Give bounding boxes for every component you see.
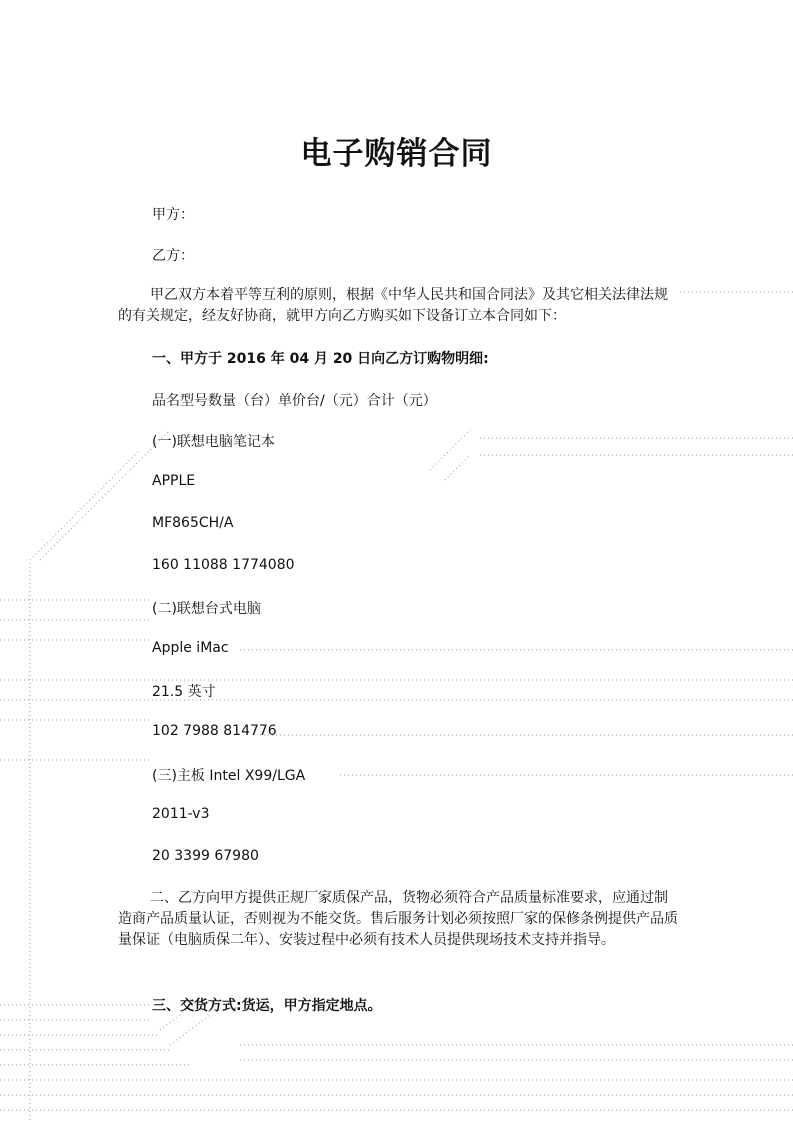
section2-paragraph: 二、乙方向甲方提供正规厂家质保产品，货物必须符合产品质量标准要求，应通过制造商产品质量认证，否则视为不能交货。售后服务计划必须按照厂家的保修条例提供产品质量保证（电脑质保二年）、安装过程中必须有技术人员提供现场技术支持并指导。 bbox=[118, 890, 678, 948]
item1-model: MF865CH/A bbox=[152, 515, 234, 531]
item1-values: 160 11088 1774080 bbox=[152, 557, 295, 573]
item3-socket: 2011-v3 bbox=[152, 806, 210, 822]
item2-values: 102 7988 814776 bbox=[152, 723, 277, 739]
item2-size: 21.5 英寸 bbox=[152, 684, 216, 700]
item2-title: (二)联想台式电脑 bbox=[152, 601, 261, 617]
party-a-label: 甲方： bbox=[152, 207, 194, 223]
item3-values: 20 3399 67980 bbox=[152, 848, 259, 864]
item1-title: (一)联想电脑笔记本 bbox=[152, 434, 275, 450]
document-title: 电子购销合同 bbox=[300, 136, 493, 172]
section3-heading: 三、交货方式:货运，甲方指定地点。 bbox=[152, 998, 382, 1014]
item2-brand: Apple iMac bbox=[152, 640, 229, 656]
item3-title: (三)主板 Intel X99/LGA bbox=[152, 768, 306, 784]
table-header: 品名型号数量（台）单价台/（元）合计（元） bbox=[152, 393, 437, 409]
party-b-label: 乙方： bbox=[152, 248, 194, 264]
item1-brand: APPLE bbox=[152, 473, 196, 489]
intro-paragraph: 甲乙双方本着平等互利的原则，根据《中华人民共和国合同法》及其它相关法律法规的有关规定，经友好协商，就甲方向乙方购买如下设备订立本合同如下： bbox=[118, 287, 668, 324]
section1-heading: 一、甲方于 2016 年 04 月 20 日向乙方订购物明细: bbox=[152, 351, 489, 367]
